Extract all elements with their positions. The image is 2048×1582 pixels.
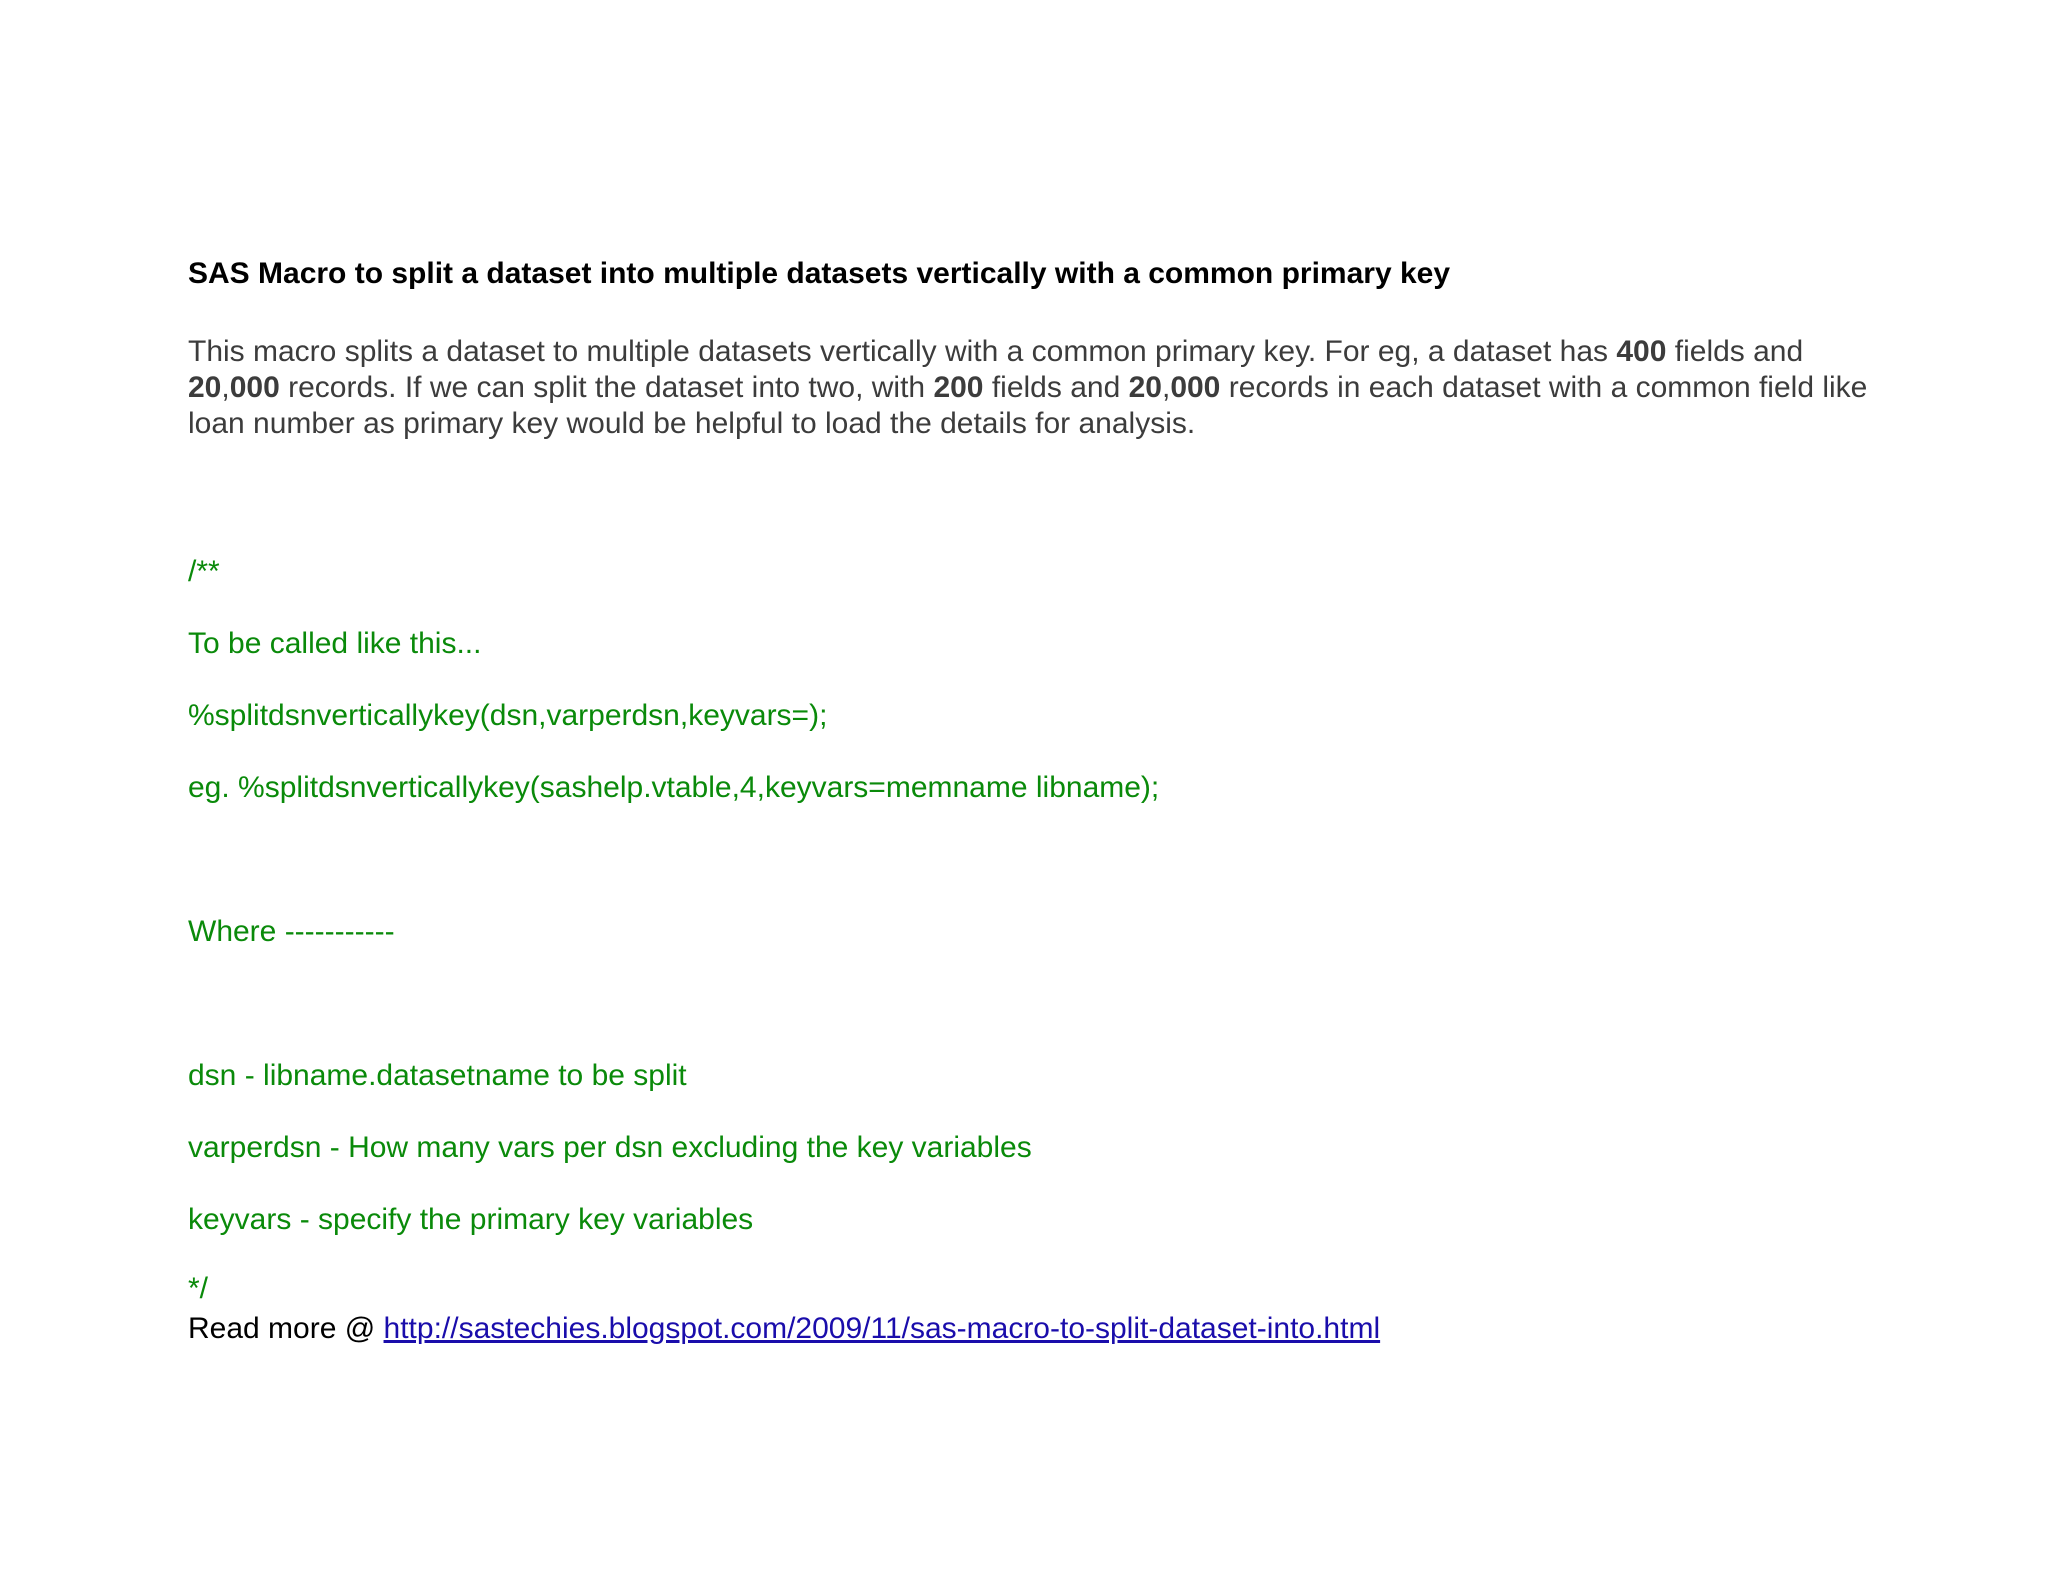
comment-open: /** — [188, 555, 220, 588]
read-more-link[interactable]: http://sastechies.blogspot.com/2009/11/sas-macro-to-split-dataset-into.html — [383, 1312, 1381, 1345]
article-title: SAS Macro to split a dataset into multiple datasets vertically with a common primary key — [188, 257, 1451, 290]
intro-text-2: fields and — [1666, 335, 1804, 368]
intro-split-fields-count: 200 — [933, 371, 984, 404]
intro-text-5: records in each dataset with a common field like loan number as primary key would be helpful to load the details for analysis. — [188, 371, 1868, 440]
intro-split-records-count-b: 000 — [1170, 371, 1221, 404]
intro-records-count-a: 20 — [188, 371, 222, 404]
macro-example-line: eg. %splitdsnverticallykey(sashelp.vtable,4,keyvars=memname libname); — [188, 771, 1160, 804]
param-dsn-line: dsn - libname.datasetname to be split — [188, 1059, 687, 1092]
intro-text-3: records. If we can split the dataset into two, with — [279, 371, 934, 404]
intro-comma-1: , — [221, 371, 230, 404]
read-more-line — [188, 1312, 1380, 1346]
param-keyvars-line: keyvars - specify the primary key variables — [188, 1203, 754, 1236]
call-intro-line: To be called like this... — [188, 627, 482, 660]
intro-text-4: fields and — [983, 371, 1129, 404]
where-line: Where ----------- — [188, 915, 395, 948]
intro-records-count-b: 000 — [229, 371, 280, 404]
read-more-label: Read more @ — [188, 1312, 384, 1345]
intro-text-1: This macro splits a dataset to multiple datasets vertically with a common primary key. For eg, a dataset has — [188, 335, 1617, 368]
intro-comma-2: , — [1161, 371, 1171, 404]
param-varperdsn-line: varperdsn - How many vars per dsn excluding the key variables — [188, 1131, 1032, 1164]
macro-syntax-line: %splitdsnverticallykey(dsn,varperdsn,keyvars=); — [188, 699, 828, 732]
intro-split-records-count-a: 20 — [1128, 371, 1162, 404]
article-intro — [188, 334, 1888, 442]
intro-fields-count: 400 — [1616, 335, 1667, 368]
comment-close: */ — [188, 1272, 209, 1305]
